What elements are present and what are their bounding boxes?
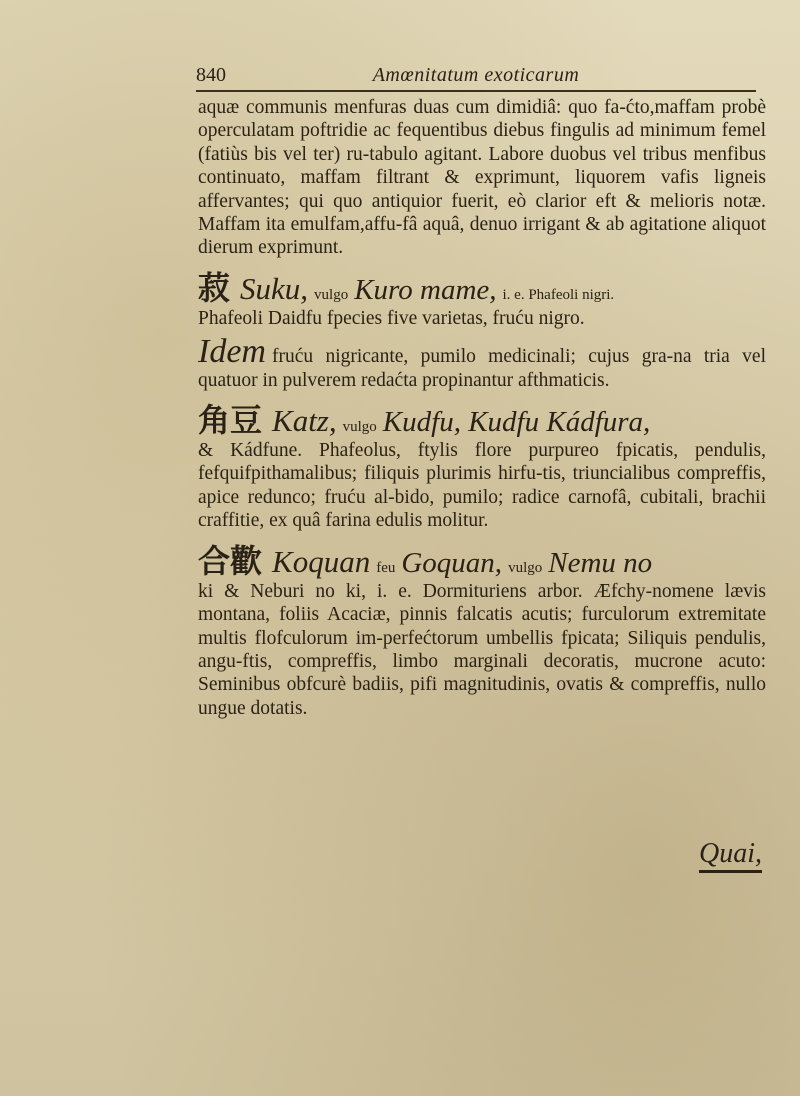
- entry-suku-head: [198, 270, 766, 307]
- entry-katz-alt: Kudfu, Kudfu Kádfura,: [382, 406, 651, 439]
- entry-suku-vulgo: vulgo: [314, 286, 349, 303]
- entry-koquan-seu: feu: [376, 559, 396, 576]
- page-body: [198, 96, 766, 720]
- entry-koquan: [198, 543, 766, 720]
- entry-idem-label: Idem: [198, 333, 266, 371]
- entry-koquan-vulgo: vulgo: [508, 559, 543, 576]
- kanji-suku: 菽: [198, 268, 231, 307]
- entry-suku-ie: i. e. Phafeoli nigri.: [502, 286, 615, 303]
- page-number: 840: [196, 64, 226, 86]
- paragraph-preparation: aquæ communis menfuras duas cum dimidiâ: quo fa-ćto,maffam probè operculatam poftridie ac fequentibus diebus fingulis ad minimum femel (fatiùs bis vel ter) ru-tabulo agitant. Labore duobus vel tribus menfibus continuato, maffam filtrant & exprimunt, liquorem vafis ligneis affervantes; qui quo antiquior fuerit, eò clarior eft & melioris notæ. Maffam ita emulfam,affu-fâ aquâ, denuo irrigant & ab agitatione aliquot dierum exprimunt.: [198, 97, 766, 259]
- page-header: [196, 64, 756, 92]
- catchword: Quai,: [699, 838, 762, 873]
- entry-suku-alt: Kuro mame,: [354, 273, 497, 306]
- entry-katz-text: & Kádfune. Phafeolus, ftylis flore purpureo fpicatis, pendulis, fefquifpithamalibus; filiquis plurimis hirfu-tis, triuncialibus compreffis, apice redunco; fruću al-bido, pumilo; radice carnofâ, cubitali, brachii craffitie, ex quâ farina edulis molitur.: [198, 440, 766, 532]
- entry-katz-head: [198, 402, 766, 439]
- entry-suku-name: Suku,: [240, 270, 309, 306]
- entry-katz: [198, 402, 766, 533]
- entry-suku-text: Phafeoli Daidfu fpecies five varietas, fruću nigro.: [198, 307, 585, 329]
- entry-idem-text: fruću nigricante, pumilo medicinali; cujus gra-na tria vel quatuor in pulverem redaćta propinantur afthmaticis.: [198, 346, 766, 391]
- entry-idem-text-wrap: [198, 333, 766, 392]
- entry-koquan-text: ki & Neburi no ki, i. e. Dormituriens arbor. Æfchy-nomene lævis montana, foliis Acaciæ, pinnis falcatis acutis; furculorum extremitate multis flofculorum im-perfećtorum umbellis fpicata; Siliquis pendulis, angu-ftis, compreffis, limbo marginali decoratis, mucrone acuto: Seminibus obfcurè badiis, pifi magnitudinis, ovatis & compreffis, nullo ungue dotatis.: [198, 580, 766, 719]
- entry-suku: [198, 270, 766, 330]
- entry-koquan-name: Koquan: [272, 543, 371, 579]
- entry-idem: [198, 333, 766, 392]
- entry-koquan-head: [198, 543, 766, 580]
- kanji-katz: 角豆: [198, 401, 263, 440]
- entry-koquan-alt: Goquan,: [401, 546, 503, 579]
- entry-koquan-alt2: Nemu no: [548, 546, 653, 579]
- kanji-koquan: 合歡: [198, 541, 263, 580]
- running-title: Amœnitatum exoticarum: [372, 64, 580, 86]
- entry-katz-name: Katz,: [272, 403, 337, 439]
- entry-katz-vulgo: vulgo: [342, 419, 377, 436]
